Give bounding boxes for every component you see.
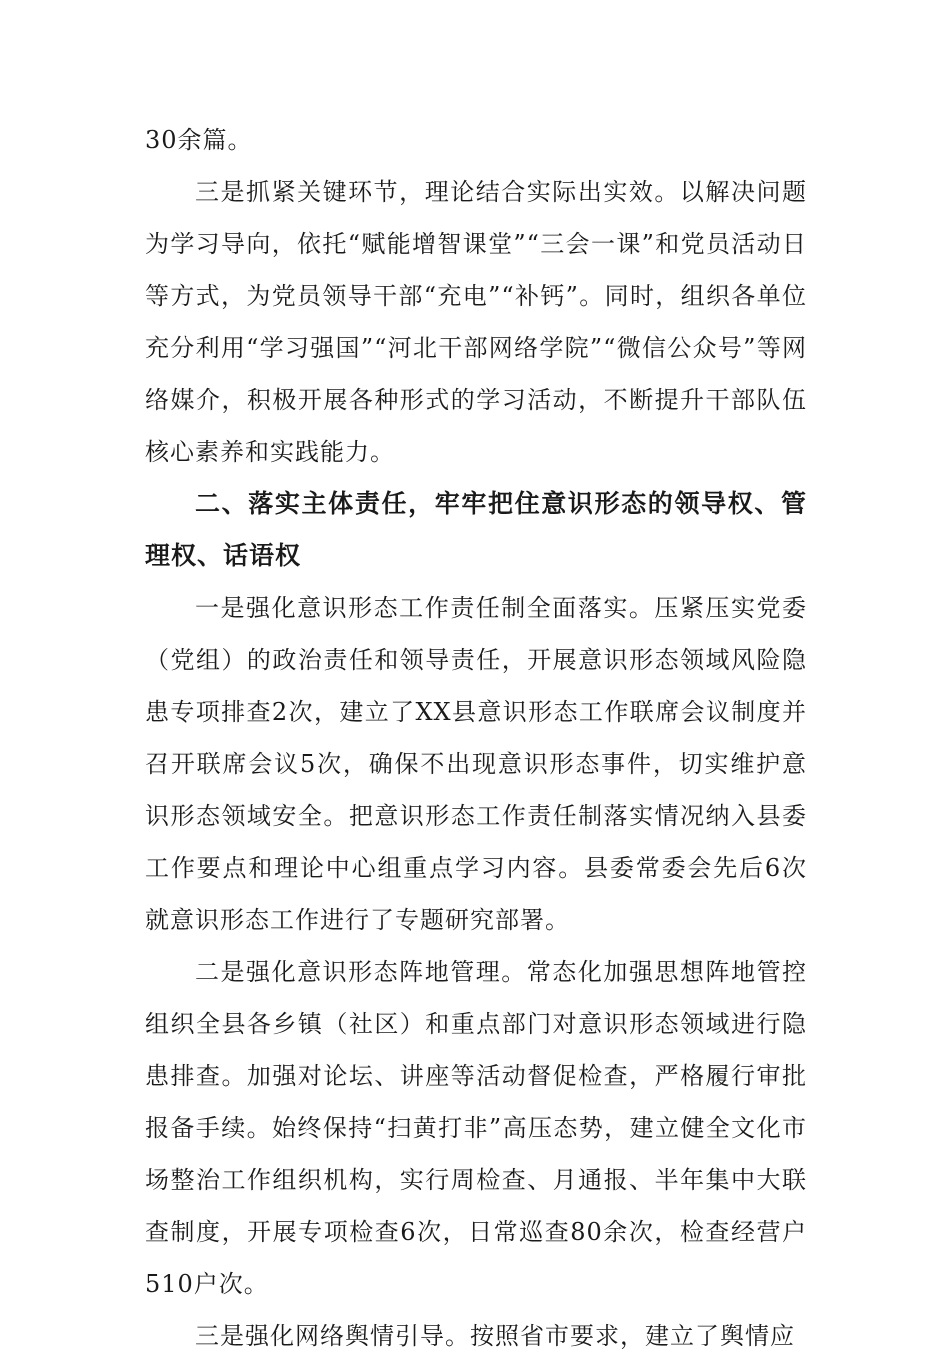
paragraph-position-management: 二是强化意识形态阵地管理。常态化加强思想阵地管控组织全县各乡镇（社区）和重点部门对意识形态领域进行隐患排查。加强对论坛、讲座等活动督促检查，严格履行审批报备手续。始终保持“扫黄打非”高压态势，建立健全文化市场整治工作组织机构，实行周检查、月通报、半年集中大联查制度，开展专项检查6次，日常巡查80余次，检查经营户510户次。 — [145, 958, 807, 1298]
paragraph-responsibility: 一是强化意识形态工作责任制全面落实。压紧压实党委（党组）的政治责任和领导责任，开展意识形态领域风险隐患专项排查2次，建立了XX县意识形态工作联席会议制度并召开联席会议5次，确保不出现意识形态事件，切实维护意识形态领域安全。把意识形态工作责任制落实情况纳入县委工作要点和理论中心组重点学习内容。县委常委会先后6次就意识形态工作进行了专题研究部署。 — [145, 594, 807, 934]
paragraph-public-opinion: 三是强化网络舆情引导。按照省市要求，建立了舆情应 — [195, 1322, 795, 1350]
document-page — [145, 114, 807, 1362]
paragraph-key-links: 三是抓紧关键环节，理论结合实际出实效。以解决问题为学习导向，依托“赋能增智课堂”“三会一课”和党员活动日等方式，为党员领导干部“充电”“补钙”。同时，组织各单位充分利用“学习强国”“河北干部网络学院”“微信公众号”等网络媒介，积极开展各种形式的学习活动，不断提升干部队伍核心素养和实践能力。 — [145, 178, 807, 466]
paragraph-continuation: 30余篇。 — [145, 126, 253, 154]
section-heading: 二、落实主体责任，牢牢把住意识形态的领导权、管理权、话语权 — [145, 489, 807, 570]
